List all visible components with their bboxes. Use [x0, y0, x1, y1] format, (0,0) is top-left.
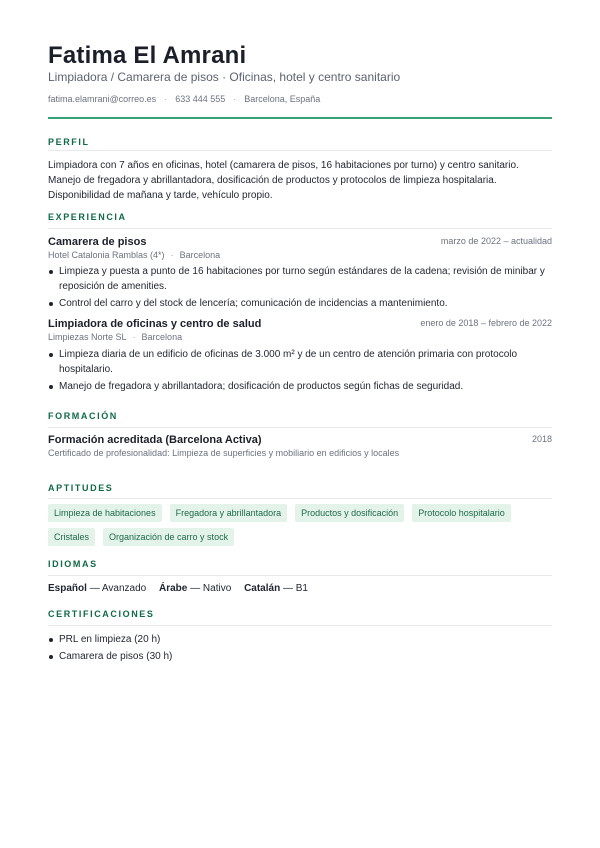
- skill-chip: Productos y dosificación: [295, 504, 404, 522]
- skill-chip: Limpieza de habitaciones: [48, 504, 162, 522]
- job-title: Limpiadora de oficinas y centro de salud: [48, 318, 262, 330]
- language-item: [48, 583, 146, 594]
- list-item: Limpieza diaria de un edificio de oficinas de 3.000 m² y de un centro de atención primaria con protocolo hospitalario.: [48, 347, 552, 377]
- section-title-aptitudes: APTITUDES: [48, 483, 114, 493]
- education-year: 2018: [531, 434, 552, 444]
- job-city: Barcelona: [179, 250, 221, 260]
- language-separator: —: [190, 583, 201, 594]
- list-item: Control del carro y del stock de lencería; comunicación de incidencias a mantenimiento.: [48, 296, 552, 311]
- section-divider: [48, 228, 552, 229]
- language-item: [159, 583, 231, 594]
- job-date: marzo de 2022 – actualidad: [440, 236, 552, 246]
- section-title-certificaciones: CERTIFICACIONES: [48, 609, 155, 619]
- contact-phone[interactable]: 633 444 555: [175, 94, 226, 104]
- section-title-perfil: PERFIL: [48, 137, 90, 147]
- language-level: Nativo: [202, 583, 232, 594]
- education-detail: Certificado de profesionalidad: Limpieza de superficies y mobiliario en edificios y locales: [48, 448, 400, 458]
- language-separator: —: [282, 583, 293, 594]
- section-divider: [48, 625, 552, 626]
- contact-email[interactable]: fatima.elamrani@correo.es: [48, 94, 157, 104]
- section-title-idiomas: IDIOMAS: [48, 559, 98, 569]
- job-company: Hotel Catalonia Ramblas (4*): [48, 250, 165, 260]
- section-title-formacion: FORMACIÓN: [48, 411, 118, 421]
- perfil-text: Limpiadora con 7 años en oficinas, hotel (camarera de pisos, 16 habitaciones por turno) y centro sanitario. Manejo de fregadora y abrillantadora, dosificación de productos y protocolos de limpieza hospitalaria. Disponibilidad de mañana y tarde, vehículo propio.: [48, 160, 519, 201]
- language-name: Árabe: [159, 583, 188, 594]
- section-divider: [48, 575, 552, 576]
- skills-list: [48, 504, 552, 546]
- candidate-role: Limpiadora / Camarera de pisos · Oficinas, hotel y centro sanitario: [48, 70, 401, 84]
- contact-location: Barcelona, España: [244, 94, 321, 104]
- language-name: Español: [48, 583, 87, 594]
- contact-separator: ·: [164, 94, 168, 104]
- header-divider: [48, 117, 552, 119]
- language-level: B1: [295, 583, 308, 594]
- list-item: Camarera de pisos (30 h): [48, 649, 552, 664]
- language-level: Avanzado: [101, 583, 147, 594]
- skill-chip: Protocolo hospitalario: [412, 504, 511, 522]
- list-item: Limpieza y puesta a punto de 16 habitaciones por turno según estándares de la cadena; revisión de minibar y reposición de amenities.: [48, 264, 552, 294]
- language-item: [244, 583, 308, 594]
- job-meta: [48, 332, 182, 342]
- skill-chip: Organización de carro y stock: [103, 528, 234, 546]
- meta-separator: ·: [132, 332, 136, 342]
- section-title-experiencia: EXPERIENCIA: [48, 212, 127, 222]
- candidate-name: Fatima El Amrani: [48, 42, 247, 69]
- skill-chip: Fregadora y abrillantadora: [170, 504, 288, 522]
- job-title: Camarera de pisos: [48, 236, 147, 248]
- section-divider: [48, 498, 552, 499]
- language-separator: —: [89, 583, 100, 594]
- skill-chip: Cristales: [48, 528, 95, 546]
- education-title: Formación acreditada (Barcelona Activa): [48, 434, 262, 446]
- job-bullets: [48, 347, 552, 396]
- section-divider: [48, 427, 552, 428]
- certifications-list: [48, 632, 552, 666]
- contact-separator: ·: [233, 94, 237, 104]
- job-company: Limpiezas Norte SL: [48, 332, 127, 342]
- meta-separator: ·: [170, 250, 174, 260]
- languages-list: [48, 583, 318, 594]
- job-meta: [48, 250, 220, 260]
- list-item: PRL en limpieza (20 h): [48, 632, 552, 647]
- language-name: Catalán: [244, 583, 281, 594]
- contact-line: [48, 94, 320, 104]
- section-divider: [48, 150, 552, 151]
- job-date: enero de 2018 – febrero de 2022: [420, 318, 552, 328]
- job-bullets: [48, 264, 552, 313]
- list-item: Manejo de fregadora y abrillantadora; dosificación de productos según fichas de seguridad.: [48, 379, 552, 394]
- job-city: Barcelona: [141, 332, 183, 342]
